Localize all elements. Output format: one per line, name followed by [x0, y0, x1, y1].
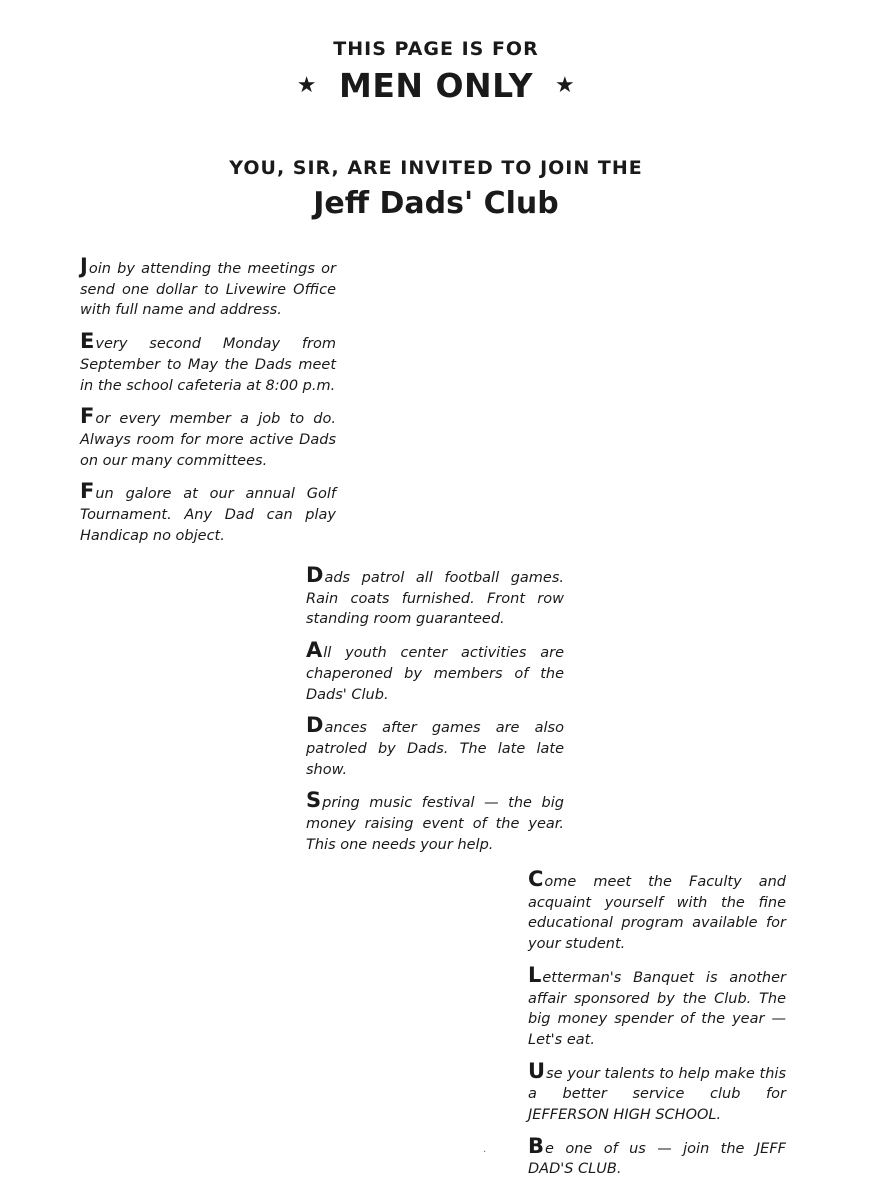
- invite-line: YOU, SIR, ARE INVITED TO JOIN THE: [229, 157, 643, 179]
- column-2: [306, 565, 564, 865]
- paragraph: [306, 640, 564, 705]
- column-1: [80, 256, 336, 556]
- drop-initial: E: [80, 329, 95, 354]
- drop-initial: U: [528, 1058, 546, 1083]
- paragraph: [306, 715, 564, 780]
- drop-initial: L: [528, 962, 542, 987]
- paragraph-text: e one of us — join the JEFF DAD'S CLUB.: [528, 1140, 786, 1178]
- paragraph-text: se your talents to help make this a better service club for JEFFERSON HIGH SCHOOL.: [528, 1065, 786, 1124]
- paragraph-text: ll youth center activities are chaperoned by members of the Dads' Club.: [306, 645, 564, 703]
- paragraph: [80, 256, 336, 321]
- paragraph: [306, 565, 564, 630]
- column-3: [528, 869, 786, 1190]
- paragraph-text: or every member a job to do. Always room for more active Dads on our many committees.: [80, 411, 336, 469]
- paragraph: [80, 481, 336, 546]
- drop-initial: A: [306, 638, 323, 663]
- paragraph-text: ances after games are also patroled by Dads. The late late show.: [306, 720, 564, 778]
- paragraph-text: very second Monday from September to May the Dads meet in the school cafeteria at 8:00 p.m.: [80, 336, 336, 394]
- drop-initial: F: [80, 479, 95, 504]
- paragraph: [528, 869, 786, 955]
- drop-initial: F: [80, 404, 95, 429]
- paragraph: [528, 962, 786, 1051]
- star-left-icon: ★: [296, 73, 318, 98]
- headline-row: [0, 66, 872, 105]
- star-right-icon: ★: [554, 73, 576, 98]
- paragraph: [80, 406, 336, 471]
- drop-initial: D: [306, 713, 324, 738]
- headline: MEN ONLY: [339, 66, 533, 105]
- club-title: Jeff Dads' Club: [313, 186, 559, 221]
- drop-initial: B: [528, 1133, 545, 1158]
- paragraph-text: etterman's Banquet is another affair sponsored by the Club. The big money spender of the year — Let's eat.: [528, 969, 786, 1048]
- paragraph-text: oin by attending the meetings or send one dollar to Livewire Office with full name and address.: [80, 261, 336, 319]
- paragraph: [528, 1058, 786, 1126]
- stray-mark: ·: [483, 1147, 487, 1158]
- drop-initial: J: [80, 254, 88, 278]
- paragraph-text: un galore at our annual Golf Tournament. Any Dad can play Handicap no object.: [80, 486, 336, 544]
- paragraph-text: pring music festival — the big money raising event of the year. This one needs your help.: [306, 795, 564, 853]
- paragraph: [306, 790, 564, 855]
- paragraph: [80, 331, 336, 396]
- paragraph-text: ome meet the Faculty and acquaint yourself with the fine educational program available for your student.: [528, 874, 786, 953]
- drop-initial: D: [306, 563, 324, 587]
- drop-initial: S: [306, 788, 322, 813]
- paragraph: [528, 1133, 786, 1180]
- drop-initial: C: [528, 867, 544, 891]
- page-kicker: THIS PAGE IS FOR: [333, 38, 539, 60]
- paragraph-text: ads patrol all football games. Rain coats furnished. Front row standing room guaranteed.: [306, 570, 564, 628]
